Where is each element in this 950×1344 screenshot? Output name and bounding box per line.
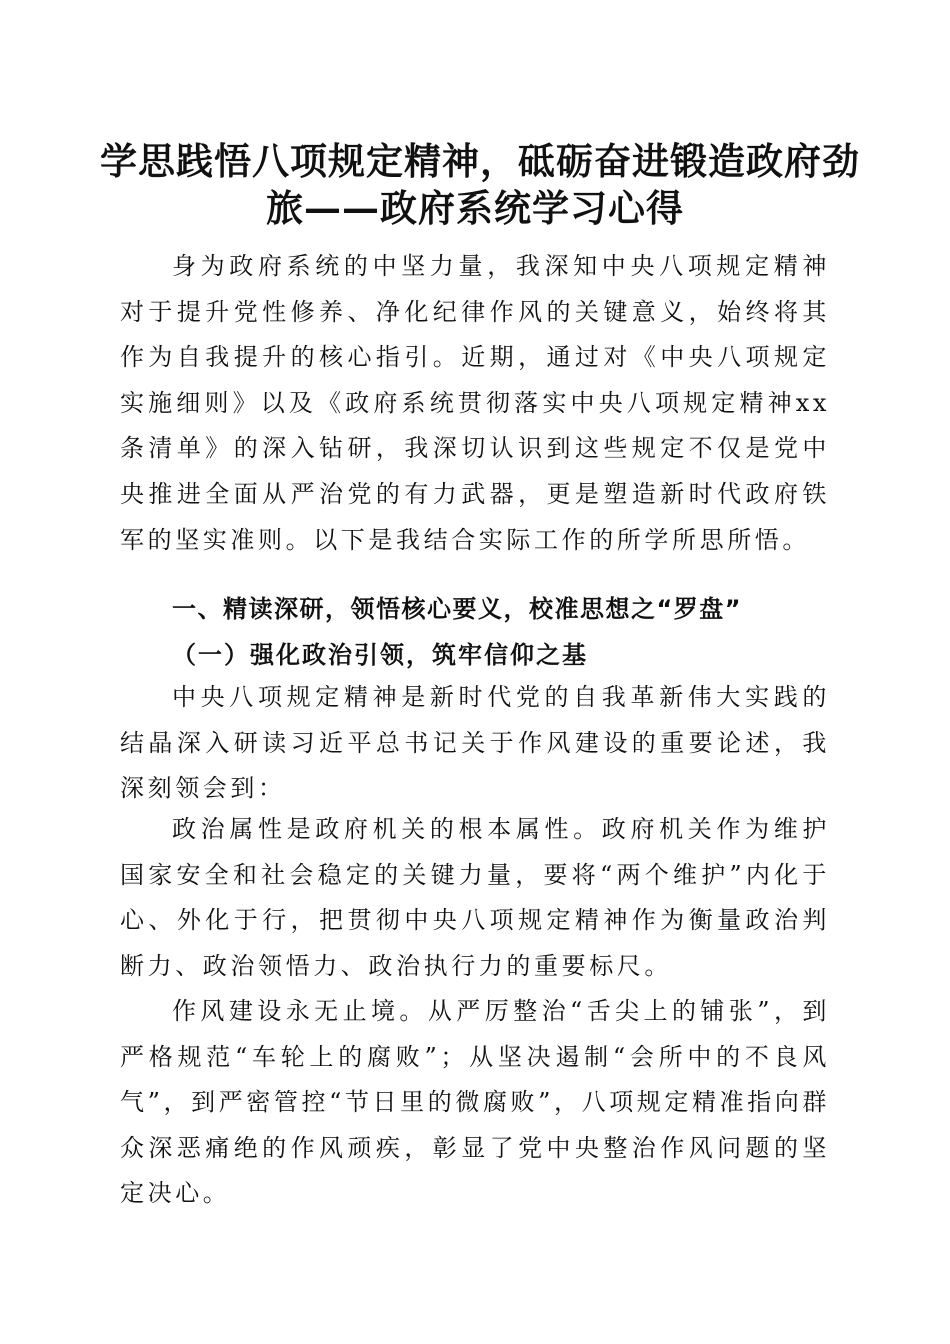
intro-paragraph: 身为政府系统的中坚力量，我深知中央八项规定精神对于提升党性修养、净化纪律作风的关键意义，始终将其作为自我提升的核心指引。近期，通过对《中央八项规定实施细则》以及《政府系统贯彻落实中央八项规定精神xx条清单》的深入钻研，我深切认识到这些规定不仅是党中央推进全面从严治党的有力武器，更是塑造新时代政府铁军的坚实准则。以下是我结合实际工作的所学所思所悟。	[120, 252, 830, 554]
subsection-heading-1: （一）强化政治引领，筑牢信仰之基	[172, 640, 588, 669]
document-title-line-1: 学思践悟八项规定精神，砥砺奋进锻造政府劲	[100, 139, 860, 183]
body-paragraph-3: 政治属性是政府机关的根本属性。政府机关作为维护国家安全和社会稳定的关键力量，要将“两个维护”内化于心、外化于行，把贯彻中央八项规定精神作为衡量政治判断力、政治领悟力、政治执行力的重要标尺。	[120, 815, 830, 980]
body-paragraph-4: 作风建设永无止境。从严厉整治“舌尖上的铺张”，到严格规范“车轮上的腐败”；从坚决遏制“会所中的不良风气”，到严密管控“节日里的微腐败”，八项规定精准指向群众深恶痛绝的作风顽疾，彰显了党中央整治作风问题的坚定决心。	[120, 997, 831, 1208]
document-title-line-2: 旅——政府系统学习心得	[266, 186, 684, 230]
body-paragraph-2: 中央八项规定精神是新时代党的自我革新伟大实践的结晶深入研读习近平总书记关于作风建设的重要论述，我深刻领会到：	[120, 683, 830, 803]
section-heading-1: 一、精读深研，领悟核心要义，校准思想之“罗盘”	[172, 595, 743, 623]
